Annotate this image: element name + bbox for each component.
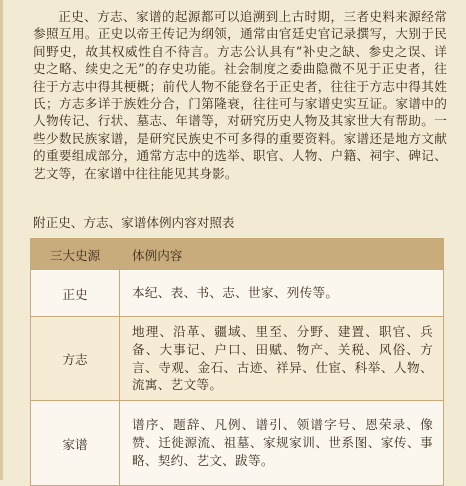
header-source: 三大史源	[31, 239, 120, 270]
table-header-row	[31, 239, 444, 270]
row-content: 谱序、题辞、凡例、谱引、领谱字号、恩荣录、像赞、迁徙源流、祖墓、家规家训、世系图、家传、事略、契约、艺文、跋等。	[120, 401, 444, 486]
row-source-label: 正史	[31, 270, 120, 317]
table-row	[31, 317, 444, 401]
body-paragraph: 正史、方志、家谱的起源都可以追溯到上古时期，三者史料来源经常参照互用。正史以帝王传记为纲领，通常由官廷史官记录撰写，大别于民间野史，故其权威性自不待言。方志公认具有“补史之缺、参史之误、详史之略、续史之无”的存史功能。社会制度之委曲隐微不见于正史者，往往于方志中得其梗概；前代人物不能登名于正史者，往往于方志中得其姓氏；方志多详于族姓分合，门第隆衰，往往可与家谱史实互证。家谱中的人物传记、行状、墓志、年谱等，对研究历史人物及其家世大有帮助。一些少数民族家谱，是研究民族史不可多得的重要资料。家谱还是地方文献的重要组成部分，通常方志中的选举、职官、人物、户籍、祠宇、碑记、艺文等，在家谱中往往能见其身影。	[33, 9, 447, 181]
row-source-label: 方志	[31, 317, 120, 401]
row-content: 本纪、表、书、志、世家、列传等。	[120, 270, 444, 317]
table-row	[31, 401, 444, 486]
row-source-label: 家谱	[31, 401, 120, 486]
header-content: 体例内容	[120, 239, 444, 270]
comparison-table	[30, 238, 444, 486]
table-caption: 附正史、方志、家谱体例内容对照表	[33, 215, 235, 230]
row-content: 地理、沿革、疆域、里至、分野、建置、职官、兵备、大事记、户口、田赋、物产、关税、风俗、方言、寺观、金石、古迹、祥异、仕宦、科举、人物、流寓、艺文等。	[120, 317, 444, 401]
table-row	[31, 270, 444, 317]
